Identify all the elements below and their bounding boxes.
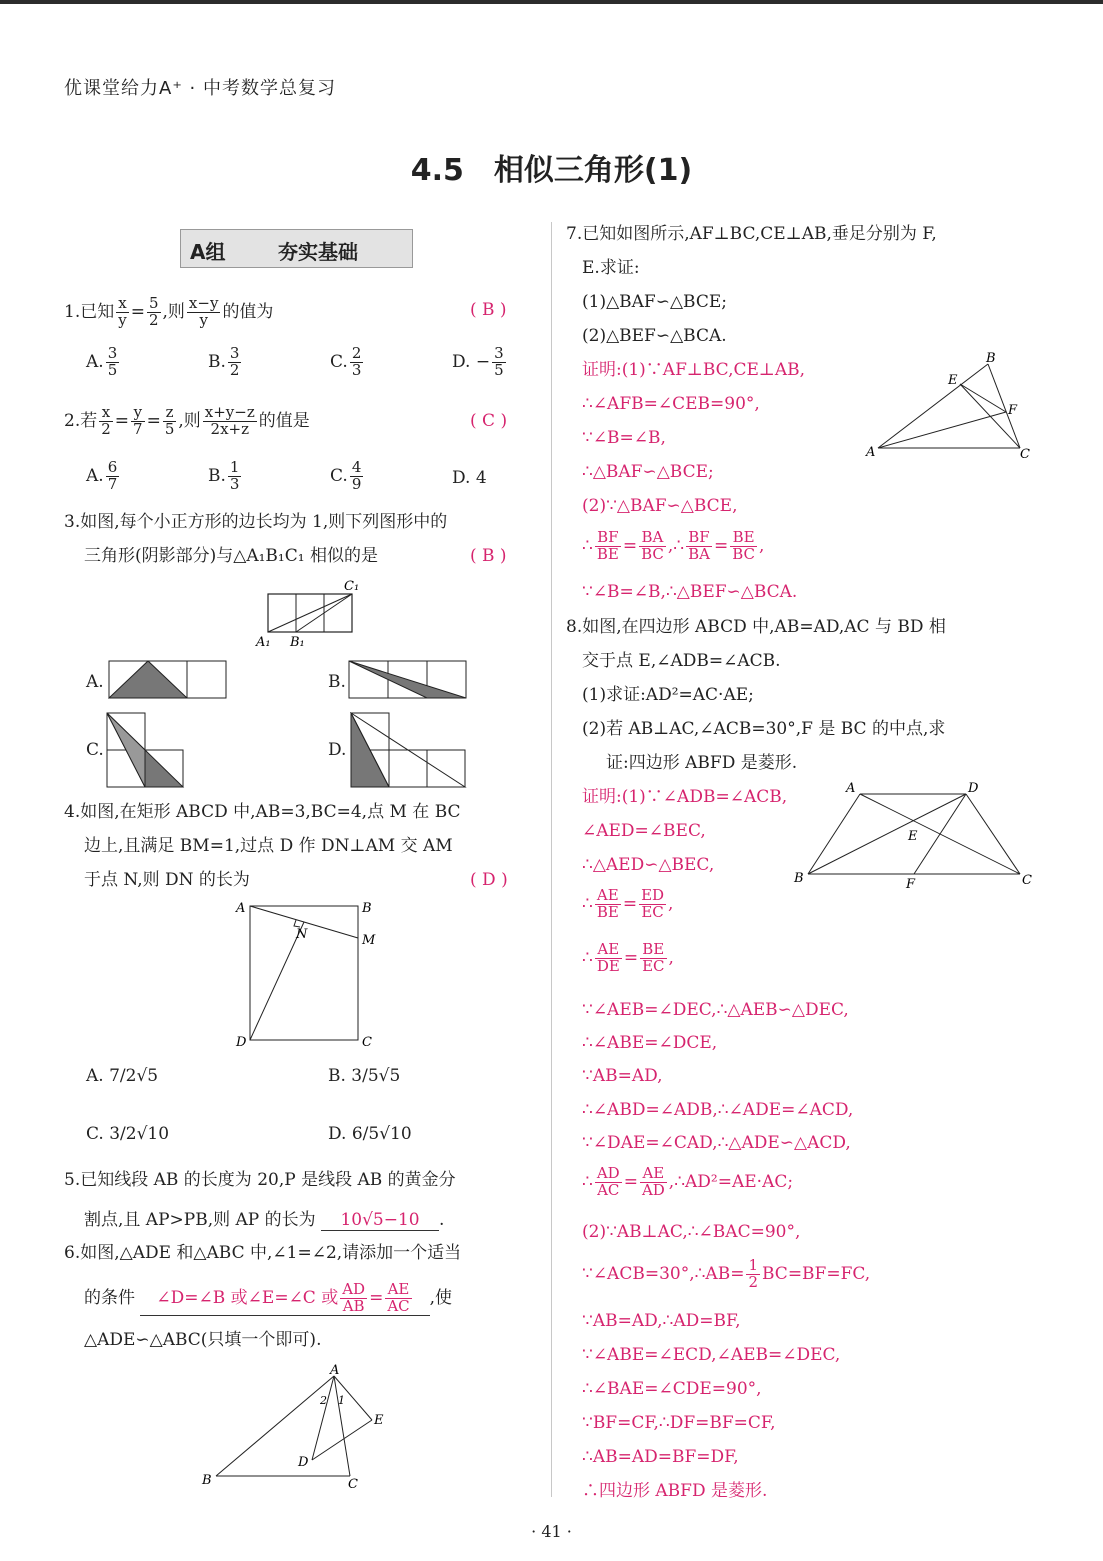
q3-option-c-figure	[106, 712, 186, 790]
q3-option-d-figure	[350, 712, 468, 790]
q7-proof-4: ∴△BAF∽△BCE;	[582, 462, 714, 482]
q8-proof-frac3: ∴ $\frac{AD}{AC}$ = $\frac{AE}{AD}$ ,∴AD²=AE·AC;	[582, 1164, 794, 1199]
q3-option-d-label: D.	[328, 740, 347, 760]
q8-proof-b3: ∵AB=AD,	[582, 1066, 663, 1086]
q8-proof-b4: ∴∠ABD=∠ADB,∴∠ADE=∠ACD,	[582, 1100, 854, 1120]
q8-proof-b2: ∴∠ABE=∠DCE,	[582, 1033, 718, 1053]
group-sub-label: 夯实基础	[278, 240, 358, 264]
group-label: A组	[190, 240, 226, 264]
svg-text:B: B	[986, 351, 996, 366]
q7-figure	[862, 350, 1042, 462]
svg-text:E: E	[374, 1413, 384, 1428]
q7-proof-fractions: ∴ $\frac{BF}{BE}$ = $\frac{BA}{BC}$ ,∴ $\frac{BF}{BA}$ = $\frac{BE}{BC}$ ,	[582, 528, 765, 563]
q3-option-a-figure	[108, 660, 230, 700]
q8-proof-d2: ∵∠ABE=∠ECD,∠AEB=∠DEC,	[582, 1345, 841, 1365]
svg-text:E: E	[908, 829, 918, 844]
q8-proof-frac2: ∴ $\frac{AE}{DE}$ = $\frac{BE}{EC}$ ,	[582, 940, 674, 975]
q1-option-d: D. − $\frac{3}{5}$	[452, 344, 504, 379]
q6-figure	[196, 1364, 396, 1492]
q7-part1: (1)△BAF∽△BCE;	[582, 292, 727, 312]
q3-line1: 3.如图,每个小正方形的边长均为 1,则下列图形中的	[64, 512, 448, 532]
q8-proof-a3: ∴△AED∽△BEC,	[582, 855, 715, 875]
q3-option-c-label: C.	[86, 740, 104, 760]
q8-part2: (2)若 AB⊥AC,∠ACB=30°,F 是 BC 的中点,求	[582, 719, 946, 739]
svg-text:D: D	[968, 781, 979, 796]
q4-line1: 4.如图,在矩形 ABCD 中,AB=3,BC=4,点 M 在 BC	[64, 802, 461, 822]
q5-line2: 割点,且 AP>PB,则 AP 的长为 10√5−10 .	[84, 1210, 445, 1230]
q7-proof-end: ∵∠B=∠B,∴△BEF∽△BCA.	[582, 582, 798, 602]
q8-proof-d3: ∴∠BAE=∠CDE=90°,	[582, 1379, 762, 1399]
q8-proof-c1: (2)∵AB⊥AC,∴∠BAC=90°,	[582, 1222, 801, 1242]
svg-text:B: B	[362, 901, 372, 916]
q2-option-a: A. $\frac{6}{7}$	[86, 458, 118, 493]
q7-part2: (2)△BEF∽△BCA.	[582, 326, 727, 346]
q1-option-a: A. $\frac{3}{5}$	[86, 344, 118, 379]
q8-figure	[790, 780, 1040, 890]
svg-text:2: 2	[320, 1394, 327, 1407]
q7-line2: E.求证:	[582, 258, 640, 278]
q8-proof-d1: ∵AB=AD,∴AD=BF,	[582, 1311, 741, 1331]
q5-answer: 10√5−10	[321, 1210, 439, 1231]
q7-line1: 7.已知如图所示,AF⊥BC,CE⊥AB,垂足分别为 F,	[566, 224, 937, 244]
q8-part1: (1)求证:AD²=AC·AE;	[582, 685, 754, 705]
q2-option-b: B. $\frac{1}{3}$	[208, 458, 240, 493]
svg-text:A: A	[330, 1364, 340, 1378]
svg-text:B₁: B₁	[290, 635, 305, 650]
q8-proof-d4: ∵BF=CF,∴DF=BF=CF,	[582, 1413, 776, 1433]
svg-text:A₁: A₁	[256, 635, 271, 650]
q7-proof-1: 证明:(1)∵AF⊥BC,CE⊥AB,	[582, 360, 806, 380]
q7-proof-3: ∵∠B=∠B,	[582, 428, 666, 448]
q8-line1: 8.如图,在四边形 ABCD 中,AB=AD,AC 与 BD 相	[566, 617, 946, 637]
q8-proof-frac4: ∵∠ACB=30°,∴AB= $\frac{1}{2}$ BC=BF=FC,	[582, 1256, 871, 1291]
q8-proof-b1: ∵∠AEB=∠DEC,∴△AEB∽△DEC,	[582, 1000, 849, 1020]
q4-option-d: D. 6/5√10	[328, 1124, 412, 1144]
q8-proof-a2: ∠AED=∠BEC,	[582, 821, 706, 841]
q4-figure	[230, 896, 380, 1052]
q7-proof-5: (2)∵△BAF∽△BCE,	[582, 496, 738, 516]
q3-line2: 三角形(阴影部分)与△A₁B₁C₁ 相似的是	[84, 546, 378, 566]
q2-stem: 2.若 $\frac{x}{2}$ = $\frac{y}{7}$ = $\frac{z}{5}$ ,则 $\frac{x+y-z}{2x+z}$ 的值是	[64, 403, 310, 438]
q6-line1: 6.如图,△ADE 和△ABC 中,∠1=∠2,请添加一个适当	[64, 1243, 462, 1263]
q4-option-a: A. 7/2√5	[86, 1066, 159, 1086]
q3-answer: ( B )	[470, 546, 507, 566]
svg-text:D: D	[298, 1455, 309, 1470]
q4-line2: 边上,且满足 BM=1,过点 D 作 DN⊥AM 交 AM	[84, 836, 453, 856]
q1-option-c: C. $\frac{2}{3}$	[330, 344, 362, 379]
page-number: · 41 ·	[531, 1522, 572, 1541]
svg-text:N: N	[296, 927, 308, 942]
book-header: 优课堂给力A⁺ · 中考数学总复习	[64, 78, 336, 99]
q8-proof-d6: ∴四边形 ABFD 是菱形.	[582, 1481, 768, 1501]
svg-text:B: B	[794, 871, 804, 886]
q6-answer: ∠D=∠B 或∠E=∠C 或 $\frac{AD}{AB}$ = $\frac{AE}{AC}$	[140, 1282, 429, 1316]
q8-proof-a1: 证明:(1)∵∠ADB=∠ACB,	[582, 787, 788, 807]
q3-reference-figure	[250, 574, 360, 650]
q6-line2: 的条件 ∠D=∠B 或∠E=∠C 或 $\frac{AD}{AB}$ = $\frac{AE}{AC}$ ,使	[84, 1280, 453, 1315]
svg-text:M: M	[362, 933, 376, 948]
column-divider	[551, 222, 552, 1497]
q7-proof-2: ∴∠AFB=∠CEB=90°,	[582, 394, 760, 414]
svg-text:C: C	[1020, 447, 1030, 462]
q4-option-b: B. 3/5√5	[328, 1066, 401, 1086]
q8-line2: 交于点 E,∠ADB=∠ACB.	[582, 651, 781, 671]
q4-option-c: C. 3/2√10	[86, 1124, 170, 1144]
svg-text:C₁: C₁	[344, 579, 360, 594]
q1-option-b: B. $\frac{3}{2}$	[208, 344, 240, 379]
q3-option-b-label: B.	[328, 672, 346, 692]
svg-text:A: A	[866, 445, 876, 460]
q5-line1: 5.已知线段 AB 的长度为 20,P 是线段 AB 的黄金分	[64, 1170, 456, 1190]
q2-option-c: C. $\frac{4}{9}$	[330, 458, 362, 493]
svg-text:C: C	[348, 1477, 358, 1492]
q4-line3: 于点 N,则 DN 的长为	[84, 870, 250, 890]
svg-text:B: B	[202, 1473, 212, 1488]
q8-proof-d5: ∴AB=AD=BF=DF,	[582, 1447, 739, 1467]
q1-stem: 1.已知 $\frac{x}{y}$ = $\frac{5}{2}$ ,则 $\frac{x-y}{y}$ 的值为	[64, 294, 274, 329]
top-rule	[0, 0, 1103, 4]
q2-answer: ( C )	[470, 411, 508, 431]
svg-text:E: E	[948, 373, 958, 388]
svg-text:F: F	[906, 877, 916, 890]
svg-text:A: A	[236, 901, 246, 916]
q6-line3: △ADE∽△ABC(只填一个即可).	[84, 1330, 322, 1350]
svg-text:D: D	[236, 1035, 247, 1050]
svg-text:A: A	[846, 781, 856, 796]
q3-option-a-label: A.	[86, 672, 104, 692]
svg-text:F: F	[1008, 403, 1018, 418]
q4-answer: ( D )	[470, 870, 508, 890]
q1-answer: ( B )	[470, 300, 507, 320]
page-title: 4.5 相似三角形(1)	[410, 153, 693, 188]
q8-proof-frac1: ∴ $\frac{AE}{BE}$ = $\frac{ED}{EC}$ ,	[582, 886, 674, 921]
q3-option-b-figure	[348, 660, 470, 700]
q8-part2-cont: 证:四边形 ABFD 是菱形.	[606, 753, 798, 773]
q2-option-d: D. 4	[452, 468, 487, 488]
svg-text:1: 1	[338, 1394, 345, 1407]
svg-text:C: C	[1022, 873, 1032, 888]
svg-text:C: C	[362, 1035, 372, 1050]
q8-proof-b5: ∵∠DAE=∠CAD,∴△ADE∽△ACD,	[582, 1133, 851, 1153]
